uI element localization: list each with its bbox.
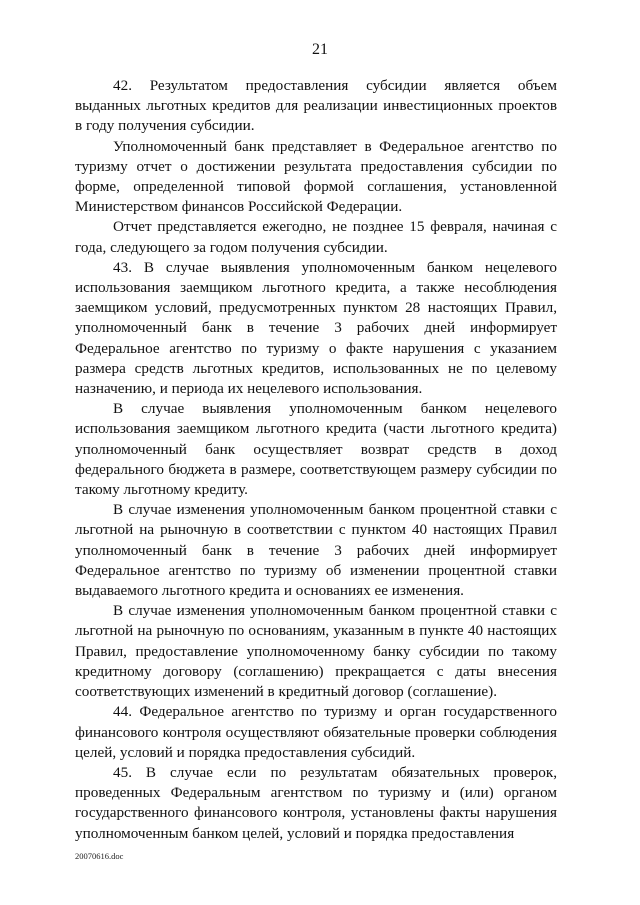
paragraph-refund: В случае выявления уполномоченным банком нецелевого использования заемщиком льготного кредита (части льготного кредита) уполномоченный банк осуществляет возврат средств в доход федерального бюджета в размере, соответствующем размеру субсидии по такому льготному кредиту. (75, 400, 557, 499)
paragraph-42: 42. Результатом предоставления субсидии является объем выданных льготных кредитов для реализации инвестиционных проектов в году получения субсидии. (75, 77, 557, 135)
paragraph-45: 45. В случае если по результатам обязательных проверок, проведенных Федеральным агентством по туризму и (или) органом государственного финансового контроля, установлены факты нарушения уполномоченным банком целей, условий и порядка предоставления (75, 763, 557, 842)
footer-file-code: 20070616.doc (75, 851, 124, 861)
paragraph-report-deadline: Отчет представляется ежегодно, не позднее 15 февраля, начиная с года, следующего за годом получения субсидии. (75, 218, 557, 256)
paragraph-rate-change-notice: В случае изменения уполномоченным банком процентной ставки с льготной на рыночную в соответствии с пунктом 40 настоящих Правил уполномоченный банк в течение 3 рабочих дней информирует Федеральное агентство по туризму об изменении процентной ставки выдаваемого льготного кредита и основаниях ее изменения. (75, 501, 557, 600)
paragraph-rate-change-termination: В случае изменения уполномоченным банком процентной ставки с льготной на рыночную по основаниям, указанным в пункте 40 настоящих Правил, предоставление уполномоченному банку субсидии по такому кредитному договору (соглашению) прекращается с даты внесения соответствующих изменений в кредитный договор (соглашение). (75, 602, 557, 701)
paragraph-bank-report: Уполномоченный банк представляет в Федеральное агентство по туризму отчет о достижении результата предоставления субсидии по форме, определенной типовой формой соглашения, установленной Министерством финансов Российской Федерации. (75, 137, 557, 216)
paragraph-44: 44. Федеральное агентство по туризму и орган государственного финансового контроля осуществляют обязательные проверки соблюдения целей, условий и порядка предоставления субсидий. (75, 703, 557, 761)
paragraph-43: 43. В случае выявления уполномоченным банком нецелевого использования заемщиком льготного кредита, а также несоблюдения заемщиком условий, предусмотренных пунктом 28 настоящих Правил, уполномоченный банк в течение 3 рабочих дней информирует Федеральное агентство по туризму о факте нарушения с указанием размера средств льготных кредитов, использованных не по целевому назначению, и периода их нецелевого использования. (75, 258, 557, 398)
page-number: 21 (312, 41, 328, 58)
document-body (75, 76, 557, 844)
